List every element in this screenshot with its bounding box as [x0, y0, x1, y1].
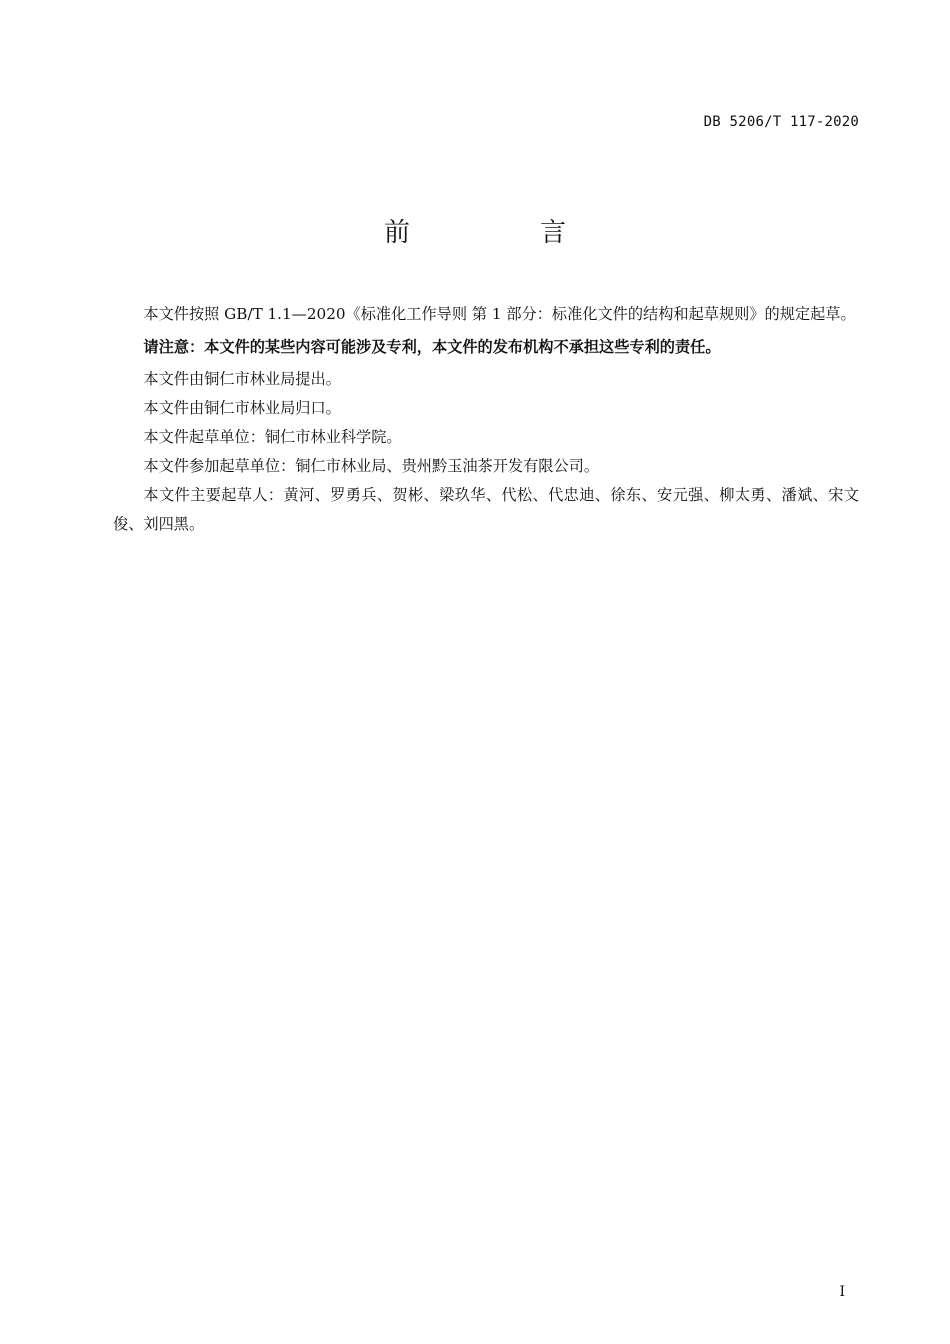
page-title: 前 言: [383, 218, 618, 248]
paragraph-drafting-unit: 本文件起草单位：铜仁市林业科学院。: [143, 428, 402, 446]
foreword-body: [113, 300, 859, 539]
page-number: I: [839, 1284, 845, 1300]
paragraph-participating-units: 本文件参加起草单位：铜仁市林业局、贵州黔玉油茶开发有限公司。: [143, 457, 600, 475]
document-code: DB 5206/T 117-2020: [703, 114, 859, 130]
paragraph-main-drafters: 本文件主要起草人：黄河、罗勇兵、贺彬、梁玖华、代松、代忠迪、徐东、安元强、柳太勇、潘斌、宋文俊、刘四黑。: [113, 486, 859, 533]
paragraph-drafting-rules: 本文件按照 GB/T 1.1—2020《标准化工作导则 第 1 部分：标准化文件的结构和起草规则》的规定起草。: [143, 305, 856, 323]
paragraph-centralized-by: 本文件由铜仁市林业局归口。: [143, 399, 341, 417]
paragraph-patent-notice: 请注意：本文件的某些内容可能涉及专利，本文件的发布机构不承担这些专利的责任。: [143, 338, 721, 356]
paragraph-proposed-by: 本文件由铜仁市林业局提出。: [143, 370, 341, 388]
